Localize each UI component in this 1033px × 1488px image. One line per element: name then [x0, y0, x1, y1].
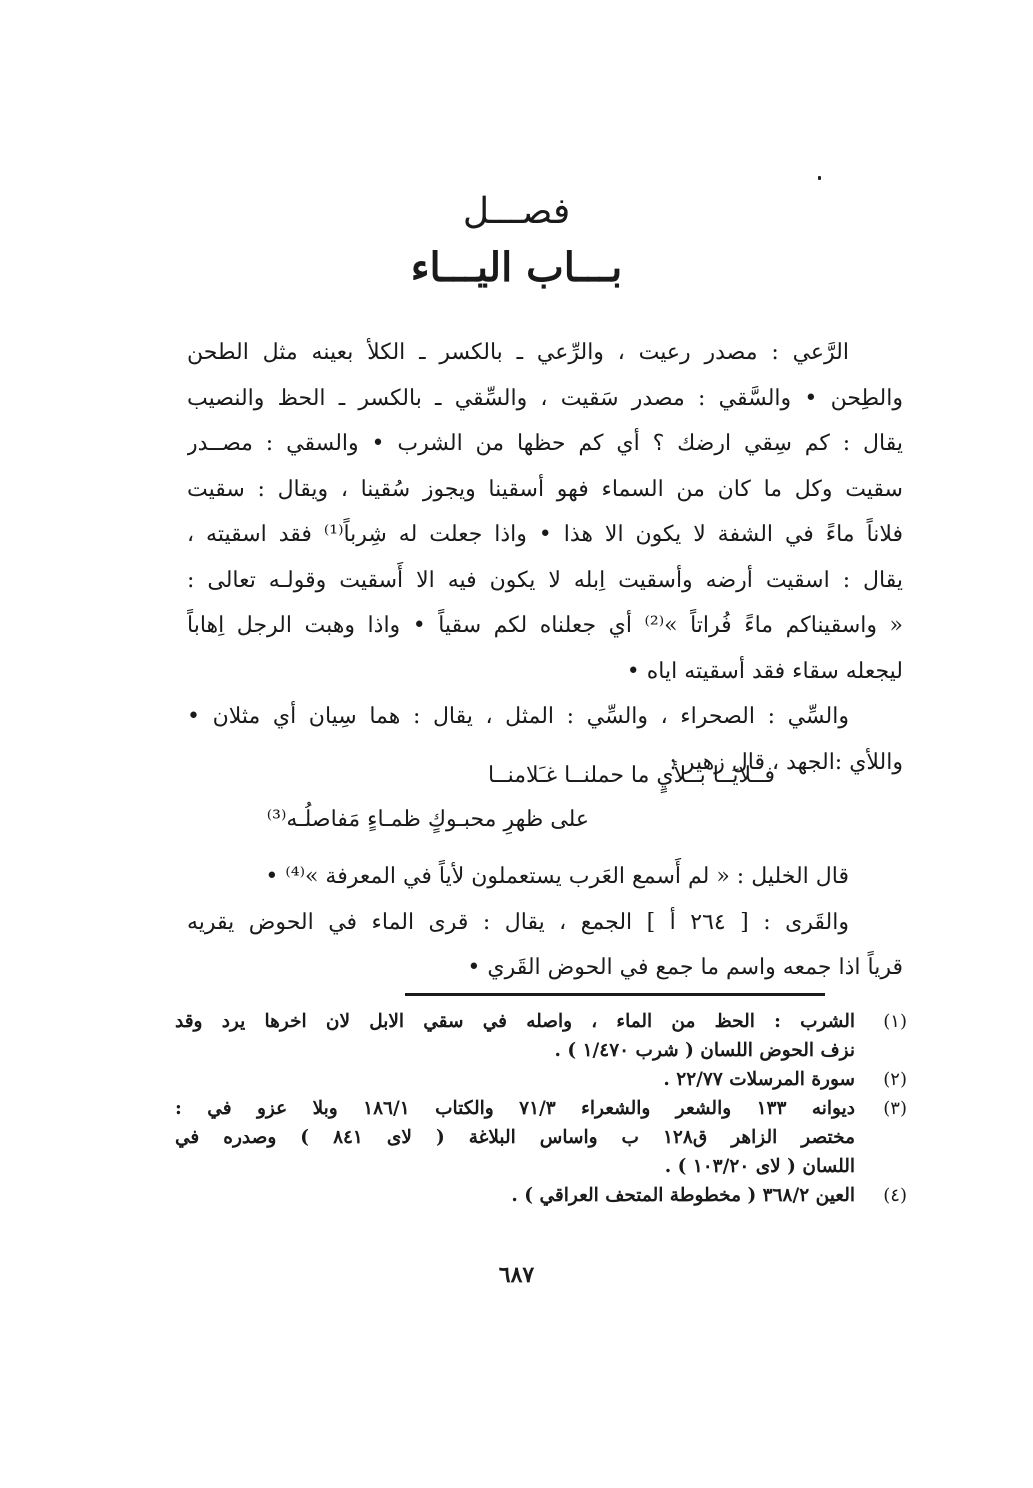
footnote-number: (٤): [883, 1185, 907, 1206]
body-line: فلاناً ماءً في الشفة لا يكون الا هذا • واذا جعلت له شِرباً⁽¹⁾ فقد اسقيته ،: [187, 522, 903, 547]
footnote-text: اللسان ( لاى ١٠٣/٢٠ ) .: [664, 1156, 855, 1177]
footnote-number: (٢): [883, 1069, 907, 1090]
footnote-4: [175, 1181, 907, 1210]
footnote-3-cont: [175, 1152, 855, 1181]
footnote-1-cont: [175, 1036, 855, 1065]
footnote-text: سورة المرسلات ٢٢/٧٧ .: [663, 1069, 855, 1090]
footnote-text: ديوانه ١٣٣ والشعر والشعراء ٧١/٣ والكتاب ١٨٦/١ وبلا عزو في :: [175, 1098, 855, 1119]
footnote-text: الشرب : الحظ من الماء ، واصله في سقي الابل لان اخرها يرد وقد: [175, 1011, 855, 1032]
footnote-1: [175, 1007, 907, 1036]
body-text-block-1: [187, 330, 903, 785]
body-line: سقيت وكل ما كان من السماء فهو أسقينا ويجوز سُقينا ، ويقال : سقيت: [187, 476, 903, 502]
body-line: والقَرى : [ ٢٦٤ أ ] الجمع ، يقال : قرى الماء في الحوض يقريه: [187, 909, 850, 935]
section-heading: بـــاب اليـــاء: [410, 244, 623, 291]
footnote-number: (٣): [883, 1098, 907, 1119]
footnote-text: مختصر الزاهر ق١٢٨ ب واساس البلاغة ( لاى ٨٤١ ) وصدره في: [175, 1127, 855, 1148]
body-line: الرَّعي : مصدر رعيت ، والرِّعي ـ بالكسر ـ الكلأ بعينه مثل الطحن: [187, 340, 849, 365]
body-line: قال الخليل : « لم أَسمع العَرب يستعملون لأياً في المعرفة »⁽⁴⁾ •: [265, 864, 849, 889]
footnote-3-cont: [175, 1123, 855, 1152]
footnote-text: نزف الحوض اللسان ( شرب ١/٤٧٠ ) .: [554, 1040, 855, 1061]
body-text-block-2: [187, 854, 903, 991]
footnotes: [175, 1007, 907, 1210]
verse-line-1: فــلايَــا بــلأيٍ ما حملنــا غـَلامنــا: [488, 763, 775, 788]
footnote-number: (١): [883, 1011, 907, 1032]
chapter-heading: فصـــل: [462, 191, 571, 232]
footnote-3: [175, 1094, 907, 1123]
footnote-2: [175, 1065, 907, 1094]
footnote-text: العين ٣٦٨/٢ ( مخطوطة المتحف العراقي ) .: [511, 1185, 855, 1206]
body-line: « واسقيناكم ماءً فُراتاً »⁽²⁾ أي جعلناه لكم سقياً • واذا وهبت الرجل اِهاباً: [187, 613, 903, 638]
body-line: يقال : كم سِقي ارضك ؟ أي كم حظها من الشرب • والسقي : مصــدر: [187, 431, 903, 456]
body-line: يقال : اسقيت أرضه وأسقيت اِبله لا يكون فيه الا أَسقيت وقولـه تعالى :: [187, 567, 903, 593]
footnote-divider: [405, 993, 825, 996]
body-line: واللأي :الجهد ، قال زهير :: [669, 749, 903, 775]
body-line: والسِّي : الصحراء ، والسِّي : المثل ، يقال : هما سِيان أي مثلان •: [187, 704, 849, 729]
body-line: والطِحن • والسَّقي : مصدر سَقيت ، والسِّقي ـ بالكسر ـ الحظ والنصيب: [187, 385, 903, 411]
ink-speck: [818, 176, 821, 180]
body-line: ليجعله سقاء فقد أسقيته اياه •: [626, 658, 903, 684]
page-number: ٦٨٧: [498, 1262, 535, 1288]
verse-line-2: على ظهرِ محبـوكٍ ظمـاءٍ مَفاصلُـه⁽³⁾: [266, 807, 589, 832]
body-line: قرياً اذا جمعه واسم ما جمع في الحوض القَري •: [467, 955, 903, 980]
